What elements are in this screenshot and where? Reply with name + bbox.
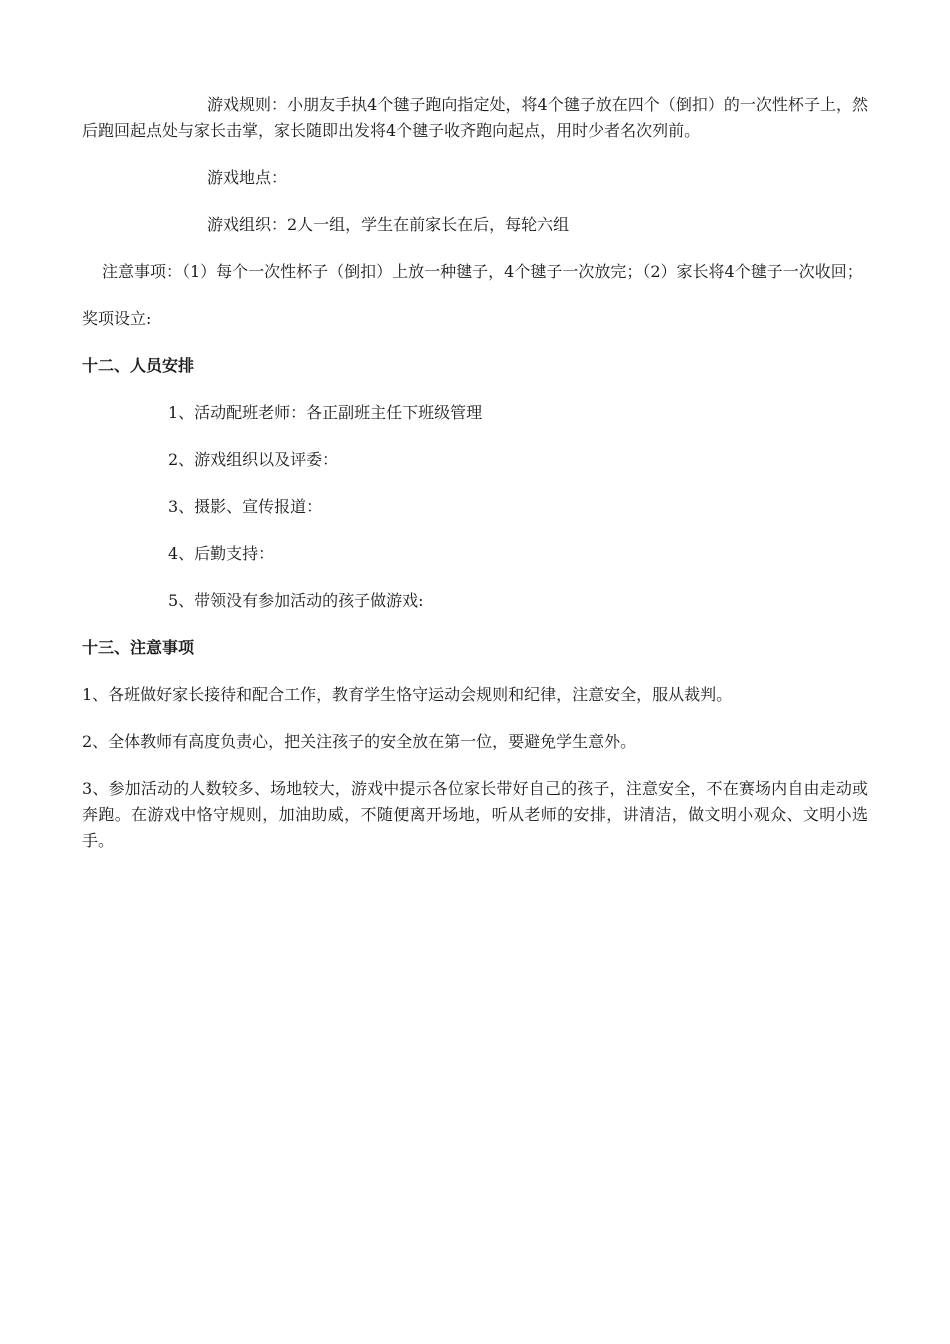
caution-item: 1、各班做好家长接待和配合工作，教育学生恪守运动会规则和纪律，注意安全，服从裁判。 [82, 685, 733, 704]
staff-item: 4、后勤支持： [168, 544, 275, 563]
staff-item: 2、游戏组织以及评委： [168, 450, 339, 469]
game-rules-paragraph: 游戏规则：小朋友手执4个毽子跑向指定处，将4个毽子放在四个（倒扣）的一次性杯子上，然后跑回起点处与家长击掌，家长随即出发将4个毽子收齐跑向起点，用时少者名次列前。 [82, 95, 868, 140]
section-12-heading: 十二、人员安排 [82, 356, 195, 375]
staff-item: 1、活动配班老师：各正副班主任下班级管理 [168, 403, 483, 422]
caution-item: 3、参加活动的人数较多、场地较大，游戏中提示各位家长带好自己的孩子，注意安全，不在赛场内自由走动或奔跑。在游戏中恪守规则，加油助威，不随便离开场地，听从老师的安排，讲清洁，做文明小观众、文明小选手。 [82, 779, 868, 850]
staff-item: 3、摄影、宣传报道： [168, 497, 323, 516]
game-notes-paragraph: 注意事项：（1）每个一次性杯子（倒扣）上放一种毽子，4个毽子一次放完；（2）家长将4个毽子一次收回； [102, 262, 863, 281]
section-13-heading: 十三、注意事项 [82, 638, 195, 657]
staff-item: 5、带领没有参加活动的孩子做游戏: [168, 591, 424, 610]
game-location-paragraph: 游戏地点： [207, 168, 288, 187]
caution-item: 2、全体教师有高度负责心，把关注孩子的安全放在第一位，要避免学生意外。 [82, 732, 637, 751]
game-organization-paragraph: 游戏组织：2人一组，学生在前家长在后，每轮六组 [207, 215, 570, 234]
document-page [82, 92, 868, 854]
awards-paragraph: 奖项设立: [82, 309, 152, 328]
